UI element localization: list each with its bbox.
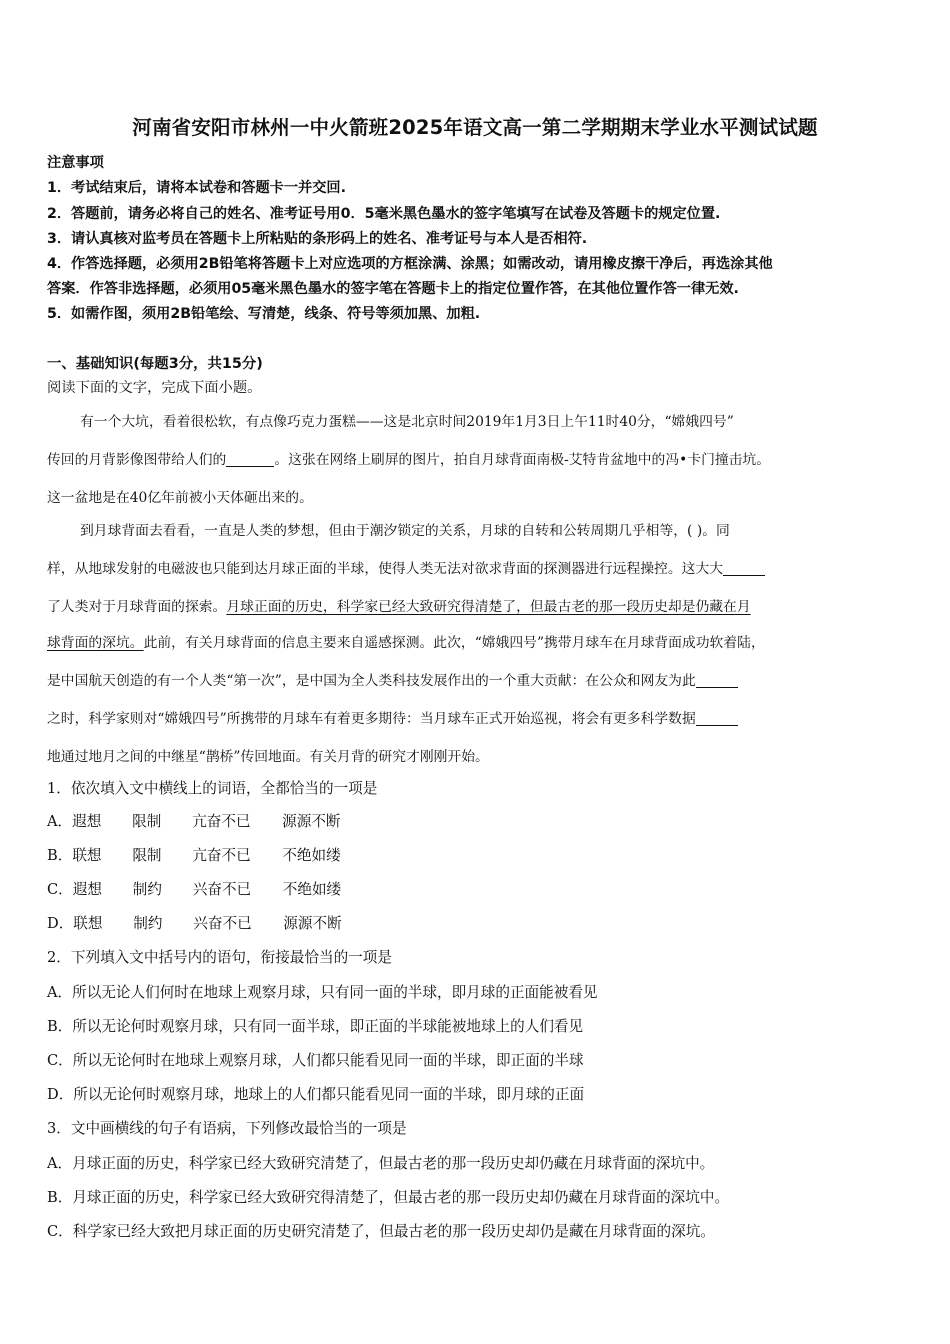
- fill-blank-2: [723, 561, 765, 576]
- question-2-option-c: [47, 1049, 584, 1070]
- option-text: 所以无论何时观察月球，只有同一面半球，即正面的半球能被地球上的人们看见: [72, 1018, 584, 1035]
- option-letter: B．: [47, 847, 73, 864]
- option-word: 亢奋不已: [192, 813, 251, 830]
- option-letter: D．: [47, 1086, 74, 1103]
- option-text: 月球正面的历史，科学家已经大致研究得清楚了，但最古老的那一段历史却仍藏在月球背面的深坑中。: [72, 1189, 730, 1206]
- option-word: 制约: [133, 915, 163, 932]
- underlined-sentence: 月球正面的历史，科学家已经大致研究得清楚了，但最古老的那一段历史却是仍藏在月: [226, 599, 751, 615]
- option-word: 联想: [73, 915, 103, 932]
- question-2-stem: 2．下列填入文中括号内的语句，衔接最恰当的一项是: [47, 949, 392, 966]
- question-1-option-a: [47, 810, 341, 831]
- notice-heading: 注意事项: [47, 155, 104, 171]
- exam-title: 河南省安阳市林州一中火箭班2025年语文高一第二学期期末学业水平测试试题: [132, 116, 818, 139]
- passage-text: 之时，科学家则对“嫦娥四号”所携带的月球车有着更多期待：当月球车正式开始巡视，将会有更多科学数据: [47, 711, 696, 727]
- question-1-stem: 1．依次填入文中横线上的词语，全都恰当的一项是: [47, 780, 378, 797]
- option-word: 源源不断: [283, 915, 342, 932]
- passage-line-2: [47, 448, 770, 468]
- notice-item-4-cont: 答案．作答非选择题，必须用05毫米黑色墨水的签字笔在答题卡上的指定位置作答，在其他位置作答一律无效.: [47, 281, 739, 297]
- question-3-option-b: [47, 1186, 729, 1207]
- question-1-option-d: [47, 912, 342, 933]
- fill-blank-4: [696, 711, 738, 726]
- notice-item-2: 2．答题前，请务必将自己的姓名、准考证号用0．5毫米黑色墨水的签字笔填写在试卷及答题卡的规定位置.: [47, 206, 721, 222]
- option-text: 所以无论何时观察月球，地球上的人们都只能看见同一面的半球，即月球的正面: [73, 1086, 585, 1103]
- option-word: 联想: [72, 847, 102, 864]
- option-word: 遐想: [72, 881, 102, 898]
- option-letter: A．: [47, 813, 73, 830]
- option-letter: A．: [47, 984, 73, 1001]
- notice-item-3: 3．请认真核对监考员在答题卡上所粘贴的条形码上的姓名、准考证号与本人是否相符.: [47, 231, 588, 247]
- option-letter: C．: [47, 881, 73, 898]
- option-word: 兴奋不已: [192, 881, 252, 898]
- passage-line-3: 这一盆地是在40亿年前被小天体砸出来的。: [47, 490, 313, 506]
- option-letter: B．: [47, 1018, 73, 1035]
- option-word: 遐想: [72, 813, 102, 830]
- option-word: 限制: [132, 813, 162, 830]
- notice-item-4: 4．作答选择题，必须用2B铅笔将答题卡上对应选项的方框涂满、涂黑；如需改动，请用橡皮擦干净后，再选涂其他: [47, 256, 773, 272]
- passage-line-8: [47, 669, 738, 689]
- question-2-option-a: [47, 981, 598, 1002]
- question-3-stem: 3．文中画横线的句子有语病，下列修改最恰当的一项是: [47, 1120, 407, 1137]
- passage-text: 传回的月背影像图带给人们的: [47, 452, 227, 468]
- passage-line-7: [47, 631, 765, 651]
- question-1-option-b: [47, 844, 341, 865]
- option-text: 所以无论人们何时在地球上观察月球，只有同一面的半球，即月球的正面能被看见: [72, 984, 598, 1001]
- passage-text: 此前，有关月球背面的信息主要来自遥感探测。此次，“嫦娥四号”携带月球车在月球背面成功软着陆，: [143, 635, 765, 651]
- passage-line-5: [47, 557, 765, 577]
- question-2-option-d: [47, 1083, 584, 1104]
- passage-text: 了人类对于月球背面的探索。: [47, 599, 227, 615]
- option-text: 月球正面的历史，科学家已经大致研究清楚了，但最古老的那一段历史却仍藏在月球背面的深坑中。: [72, 1155, 715, 1172]
- notice-item-1: 1．考试结束后，请将本试卷和答题卡一并交回.: [47, 180, 347, 196]
- option-word: 制约: [132, 881, 162, 898]
- section-heading: 一、基础知识(每题3分，共15分): [47, 356, 263, 372]
- option-letter: B．: [47, 1189, 73, 1206]
- fill-blank-3: [696, 673, 738, 688]
- passage-line-6: [47, 595, 751, 615]
- passage-line-1: 有一个大坑，看着很松软，有点像巧克力蛋糕——这是北京时间2019年1月3日上午11时40分，“嫦娥四号”: [80, 414, 734, 430]
- question-3-option-a: [47, 1152, 714, 1173]
- option-letter: A．: [47, 1155, 73, 1172]
- section-instruction: 阅读下面的文字，完成下面小题。: [47, 380, 262, 396]
- notice-item-5: 5．如需作图，须用2B铅笔绘、写清楚，线条、符号等须加黑、加粗.: [47, 306, 481, 322]
- option-text: 所以无论何时在地球上观察月球，人们都只能看见同一面的半球，即正面的半球: [72, 1052, 584, 1069]
- option-word: 不绝如缕: [282, 847, 341, 864]
- question-2-option-b: [47, 1015, 583, 1036]
- underlined-sentence-end: 球背面的深坑。: [47, 635, 144, 651]
- passage-text: 样，从地球发射的电磁波也只能到达月球正面的半球，使得人类无法对欲求背面的探测器进行远程操控。这大大: [47, 561, 724, 577]
- option-letter: C．: [47, 1223, 73, 1240]
- option-word: 不绝如缕: [282, 881, 342, 898]
- fill-blank-1: [226, 452, 274, 467]
- passage-line-9: [47, 707, 738, 727]
- option-word: 限制: [132, 847, 162, 864]
- option-letter: C．: [47, 1052, 73, 1069]
- option-letter: D．: [47, 915, 74, 932]
- option-word: 源源不断: [282, 813, 341, 830]
- passage-text: 是中国航天创造的有一个人类“第一次”，是中国为全人类科技发展作出的一个重大贡献：在公众和网友为此: [47, 673, 696, 689]
- question-3-option-c: [47, 1220, 715, 1241]
- passage-text: 。这张在网络上刷屏的图片，拍自月球背面南极-艾特肯盆地中的冯•卡门撞击坑。: [274, 452, 771, 468]
- passage-line-4: 到月球背面去看看，一直是人类的梦想，但由于潮汐锁定的关系，月球的自转和公转周期几乎相等，( )。同: [80, 523, 730, 539]
- option-word: 兴奋不已: [193, 915, 252, 932]
- question-1-option-c: [47, 878, 341, 899]
- option-text: 科学家已经大致把月球正面的历史研究清楚了，但最古老的那一段历史却仍是藏在月球背面的深坑。: [72, 1223, 715, 1240]
- option-word: 亢奋不已: [192, 847, 251, 864]
- passage-line-10: 地通过地月之间的中继星“鹊桥”传回地面。有关月背的研究才刚刚开始。: [47, 749, 489, 765]
